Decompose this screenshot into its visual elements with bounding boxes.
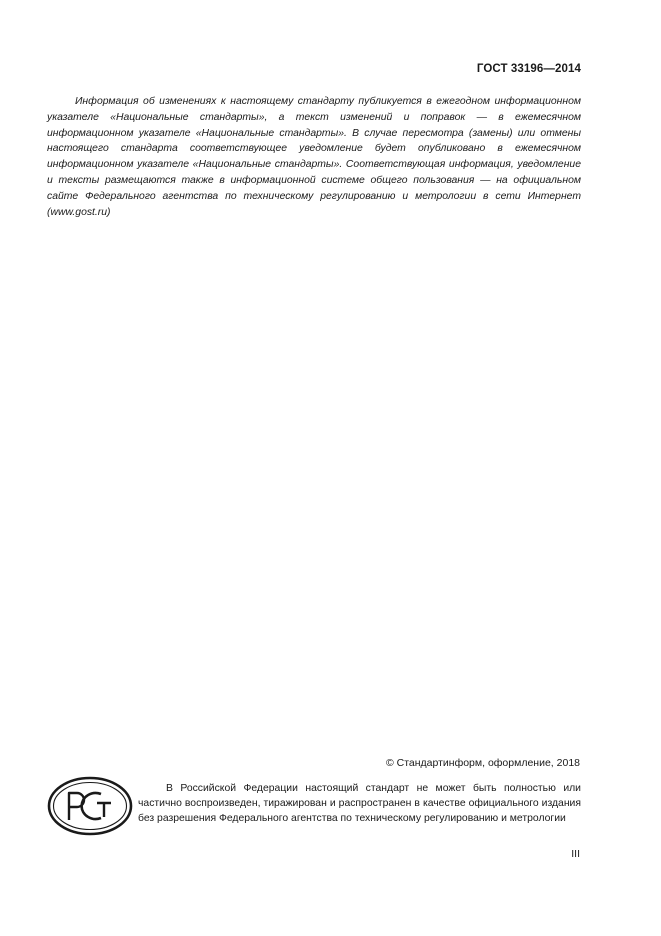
standard-update-info-paragraph: Информация об изменениях к настоящему стандарту публикуется в ежегодном информационном указателе «Национальные стандарты», а текст изменений и поправок — в ежемесячном информационном указателе «Национальные стандарты». В случае пересмотра (замены) или отмены настоящего стандарта соответствующее уведомление будет опубликовано в ежемесячном информационном указателе «Национальные стандарты». Соответствующая информация, уведомление и тексты размещаются также в информационной системе общего пользования — на официальном сайте Федерального агентства по техническому регулированию и метрологии в сети Интернет (www.gost.ru) — [47, 96, 581, 218]
page-number: III — [571, 848, 580, 860]
copyright-line: © Стандартинформ, оформление, 2018 — [385, 757, 580, 769]
page-header: ГОСТ 33196—2014 — [476, 63, 581, 75]
gost-r-certification-mark-icon — [47, 776, 133, 836]
reproduction-rights-notice: В Российской Федерации настоящий стандарт не может быть полностью или частично воспроизведен, тиражирован и распространен в качестве официального издания без разрешения Федерального агентства по техническому регулированию и метрологии — [138, 783, 581, 824]
